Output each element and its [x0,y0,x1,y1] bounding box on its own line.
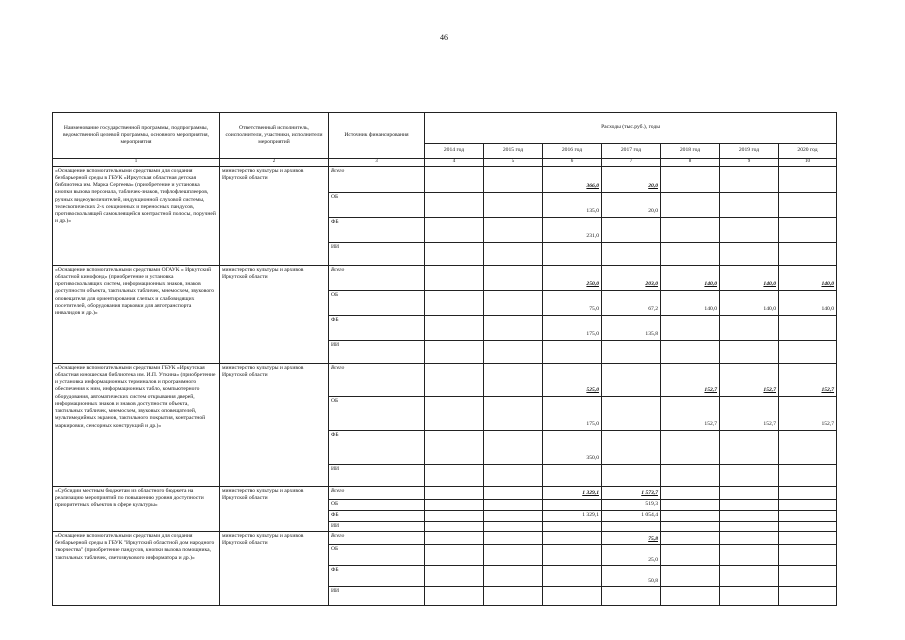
header-year: 2017 год [602,144,661,159]
expense-value [779,544,837,565]
expense-value [720,586,779,605]
funding-source: Всего [329,265,425,290]
measure-name: «Оснащение вспомогательными средствами для создания безбарьерной среды в ГБУК «Иркутская областная детская библиотека им. Марка Сергеева» (приобретение и установка кнопки вызова персонала, табличек-знаков, тифлофлешплееров, ручных видеоувеличителей, индукционной слуховой системы, телескопических 2-х секционных и переносных пандусов, противоскользящей самоклеящейся контрастной полосы, поручней и др.)» [53,166,220,265]
table-row [53,531,837,544]
expense-value [661,340,720,363]
expense-value [484,363,543,396]
expense-value [425,242,484,265]
expense-value: 67,2 [602,290,661,315]
expense-value [543,340,602,363]
header-year: 2016 год [543,144,602,159]
expense-value [779,565,837,586]
expenditure-table [52,112,837,606]
expense-value [661,430,720,464]
expense-value [543,521,602,531]
measure-name: «Субсидии местным бюджетам из областного бюджета на реализацию мероприятий по повышению уровня доступности приоритетных объектов в сфере культуры» [53,486,220,531]
expense-value [661,242,720,265]
expense-value: 366,0 [543,166,602,192]
expense-value [602,242,661,265]
expense-value [720,521,779,531]
expense-value: 231,0 [543,217,602,242]
measure-name: «Оснащение вспомогательными средствами ГБУК «Иркутская областная юношеская библиотека им. И.П. Уткина» (приобретение и установка информационных терминалов и программного обеспечения к ним, информационных табло, компьютерного оборудования, автоматических систем открывания дверей, информационных знаков и знаков доступности объекта, тактильных табличек, мнемосхем, звуковых оповещателей, мультимедийных экранов, тактильного покрытия, контрастной маркировки, сенсорных конструкций и др.)» [53,363,220,486]
funding-source: ОБ [329,544,425,565]
column-number: 2 [220,159,329,167]
expense-value [484,544,543,565]
expense-value [720,192,779,217]
header-year: 2019 год [720,144,779,159]
measure-name: «Оснащение вспомогательными средствами для создания безбарьерной среды в ГБУК "Иркутский областной дом народного творчества" (приобретение пандусов, кнопки вызова помощника, тактильных табличек, светозвукового информатора и др.)» [53,531,220,605]
column-number: 7 [602,159,661,167]
expense-value [484,464,543,486]
expense-value: 140,0 [720,290,779,315]
header-year: 2014 год [425,144,484,159]
expense-value [484,486,543,499]
expense-value [425,544,484,565]
expense-value: 152,7 [661,363,720,396]
column-number: 1 [53,159,220,167]
expense-value [661,565,720,586]
expense-value [720,217,779,242]
expense-value [543,544,602,565]
expense-value: 1 329,1 [543,486,602,499]
funding-source: ОБ [329,396,425,430]
expense-value [720,242,779,265]
expense-value [720,166,779,192]
responsible-executor: министерство культуры и архивов Иркутской области [220,531,329,605]
header-year: 2018 год [661,144,720,159]
expense-value: 75,8 [602,531,661,544]
expense-value: 20,0 [602,192,661,217]
expense-value [779,521,837,531]
table-row [53,265,837,290]
expense-value [484,265,543,290]
header-responsible: Ответственный исполнитель, соисполнители, участники, исполнители мероприятий [220,113,329,159]
header-name: Наименование государственной программы, подпрограммы, ведомственной целевой программы, основного мероприятия, мероприятия [53,113,220,159]
responsible-executor: министерство культуры и архивов Иркутской области [220,363,329,486]
expense-value [425,363,484,396]
expense-value [484,531,543,544]
header-source: Источник финансирования [329,113,425,159]
expense-value [425,521,484,531]
expense-value [484,586,543,605]
expense-value [779,499,837,510]
expense-value: 525,0 [543,363,602,396]
column-number: 9 [720,159,779,167]
expense-value [720,486,779,499]
expense-value [720,464,779,486]
expense-value [720,544,779,565]
expense-value [425,396,484,430]
page-number: 46 [440,33,448,42]
expense-value: 20,0 [602,166,661,192]
expense-value [484,290,543,315]
funding-source: ОБ [329,499,425,510]
expense-value [543,565,602,586]
expense-value: 175,0 [543,315,602,340]
expense-value [425,565,484,586]
expense-value [661,486,720,499]
expense-value [661,315,720,340]
funding-source: ИИ [329,464,425,486]
funding-source: Всего [329,531,425,544]
funding-source: ИИ [329,521,425,531]
funding-source: ИИ [329,340,425,363]
expense-value [543,242,602,265]
expense-value [543,464,602,486]
expense-value [602,464,661,486]
expense-value [602,430,661,464]
expense-value [720,499,779,510]
column-number: 6 [543,159,602,167]
expense-value [779,315,837,340]
expense-value: 350,0 [543,430,602,464]
expense-value [484,499,543,510]
funding-source: ИИ [329,242,425,265]
funding-source: ФБ [329,315,425,340]
expense-value [779,531,837,544]
expense-value: 1 573,7 [602,486,661,499]
expense-value: 1 054,4 [602,510,661,521]
column-number: 5 [484,159,543,167]
expense-value [484,217,543,242]
expense-value: 25,0 [602,544,661,565]
table-row [53,363,837,396]
expense-value: 135,0 [543,192,602,217]
funding-source: ОБ [329,290,425,315]
expense-value: 152,7 [661,396,720,430]
expense-value [543,531,602,544]
expense-value [661,586,720,605]
funding-source: ФБ [329,430,425,464]
expense-value [779,166,837,192]
column-number: 4 [425,159,484,167]
table-row [53,486,837,499]
expense-value [779,217,837,242]
expense-value [661,544,720,565]
expense-value [779,340,837,363]
expense-value [484,242,543,265]
expense-value [720,510,779,521]
expense-value [720,340,779,363]
expense-value [484,430,543,464]
expense-value: 152,7 [720,363,779,396]
expense-value [779,464,837,486]
funding-source: ОБ [329,192,425,217]
expense-value [779,192,837,217]
expense-value [661,510,720,521]
expense-value: 152,7 [720,396,779,430]
expense-value: 203,0 [602,265,661,290]
expense-value [779,242,837,265]
expense-value [425,315,484,340]
funding-source: Всего [329,166,425,192]
expense-value [720,430,779,464]
expense-value [484,396,543,430]
column-number: 10 [779,159,837,167]
funding-source: ФБ [329,510,425,521]
table-row [53,166,837,192]
header-expenses: Расходы (тыс.руб.), годы [425,113,837,144]
funding-source: ФБ [329,217,425,242]
expense-value: 519,3 [602,499,661,510]
funding-source: Всего [329,363,425,396]
expense-value [425,166,484,192]
expense-value [484,510,543,521]
expense-value: 1 329,1 [543,510,602,521]
expense-value [661,521,720,531]
expense-value [425,486,484,499]
expense-value: 50,8 [602,565,661,586]
expense-value [779,586,837,605]
expense-value: 140,0 [720,265,779,290]
expense-value [484,565,543,586]
expense-value [425,217,484,242]
expense-value: 140,0 [779,290,837,315]
expense-value [543,499,602,510]
expense-value: 140,0 [661,265,720,290]
expense-value [425,464,484,486]
expense-value [484,521,543,531]
responsible-executor: министерство культуры и архивов Иркутской области [220,166,329,265]
expense-value [602,217,661,242]
expense-value: 140,0 [661,290,720,315]
responsible-executor: министерство культуры и архивов Иркутской области [220,486,329,531]
table-body [53,166,837,605]
funding-source: ФБ [329,565,425,586]
funding-source: Всего [329,486,425,499]
funding-source: ИИ [329,586,425,605]
expense-value [661,217,720,242]
responsible-executor: министерство культуры и архивов Иркутской области [220,265,329,363]
expense-value: 250,0 [543,265,602,290]
expense-value [720,531,779,544]
expense-value [484,340,543,363]
expense-value [661,499,720,510]
expense-value [425,265,484,290]
expense-value [602,521,661,531]
expense-value [425,192,484,217]
expense-value: 75,0 [543,290,602,315]
expense-value [661,192,720,217]
expense-value [484,166,543,192]
expense-value: 152,7 [779,363,837,396]
expense-value [720,565,779,586]
expense-value [779,430,837,464]
expense-value [779,486,837,499]
expense-value: 152,7 [779,396,837,430]
expense-value [484,192,543,217]
column-number: 3 [329,159,425,167]
header-year: 2015 год [484,144,543,159]
expense-value [425,531,484,544]
expense-value [425,510,484,521]
expense-value [602,396,661,430]
expense-value [425,290,484,315]
expense-value [425,499,484,510]
expense-value [602,586,661,605]
expense-value [425,340,484,363]
expense-value [425,430,484,464]
expense-value [425,586,484,605]
measure-name: «Оснащение вспомогательными средствами ОГАУК « Иркутский областной кинофонд» (приобретение и установка противоскользящих систем, информационных знаков, знаков доступности объекта, тактильных табличек, мнемосхем, звукового оповещателя для ориентирования слепых и слабовидящих посетителей, оборудования парковки для автотранспорта инвалидов и др.)» [53,265,220,363]
expense-value [484,315,543,340]
expense-value [543,586,602,605]
column-number: 8 [661,159,720,167]
expense-value [602,363,661,396]
expense-value: 175,0 [543,396,602,430]
expense-value [602,340,661,363]
expense-value [661,531,720,544]
expense-value: 140,0 [779,265,837,290]
expense-value: 135,8 [602,315,661,340]
expense-value [720,315,779,340]
expense-value [661,166,720,192]
expense-value [779,510,837,521]
header-year: 2020 год [779,144,837,159]
expense-value [661,464,720,486]
